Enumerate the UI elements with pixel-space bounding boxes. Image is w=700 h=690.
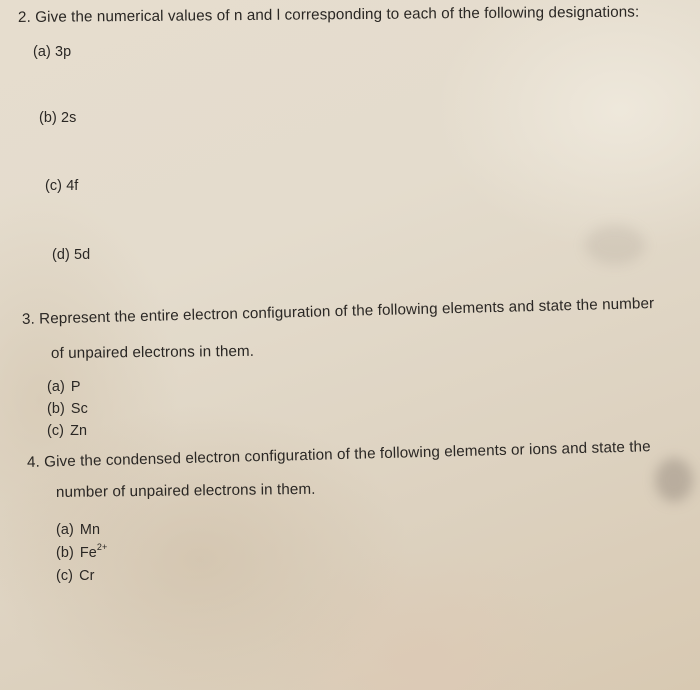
item-label: (a) — [56, 522, 74, 538]
item-value: 5d — [74, 247, 91, 263]
question-4-number: 4. — [26, 453, 41, 471]
question-2-item-a — [33, 43, 71, 61]
item-value: Mn — [79, 522, 101, 538]
question-3-number: 3. — [21, 310, 36, 328]
item-label: (a) — [33, 44, 51, 60]
question-4-text-2: number of unpaired electrons in them. — [55, 480, 316, 501]
question-4-item-b — [56, 544, 107, 562]
question-3-item-a — [47, 378, 81, 396]
question-4-item-c — [56, 567, 94, 585]
question-2-item-d — [52, 246, 90, 264]
paper-smudge — [655, 458, 693, 502]
item-value: Fe — [79, 545, 97, 561]
item-value: Cr — [79, 568, 95, 584]
paper-smudge — [585, 225, 645, 265]
question-4-stem-line-1 — [27, 438, 651, 472]
question-3-text-1: Represent the entire electron configuration of the following elements and state the number — [38, 295, 655, 328]
question-3-stem-line-1 — [22, 295, 655, 329]
question-2-number: 2. — [17, 8, 31, 26]
question-3-stem-line-2 — [51, 343, 254, 363]
item-value: Sc — [70, 401, 88, 417]
item-label: (c) — [45, 178, 63, 194]
item-label: (a) — [47, 379, 65, 395]
item-label: (b) — [56, 545, 74, 561]
item-value: 4f — [66, 178, 79, 194]
question-4-text-1: Give the condensed electron configuration of the following elements or ions and state the — [43, 438, 651, 471]
charge-superscript: 2+ — [96, 542, 108, 552]
question-2-item-b — [39, 109, 76, 127]
question-4-stem-line-2 — [56, 481, 316, 502]
question-2-text: Give the numerical values of n and l corresponding to each of the following designations: — [35, 3, 640, 26]
question-2-stem — [18, 4, 639, 27]
question-3-item-b — [47, 400, 88, 418]
question-3-text-2: of unpaired electrons in them. — [50, 342, 255, 362]
item-label: (d) — [52, 247, 70, 263]
item-value: 3p — [55, 44, 72, 60]
item-value: Zn — [70, 423, 88, 439]
item-value: 2s — [61, 110, 77, 126]
item-value: P — [70, 379, 81, 395]
item-label: (b) — [39, 110, 57, 126]
item-label: (c) — [56, 568, 74, 584]
item-label: (b) — [47, 401, 65, 417]
question-2-item-c — [45, 177, 78, 195]
item-label: (c) — [47, 423, 65, 439]
question-3-item-c — [47, 422, 87, 440]
question-4-item-a — [56, 521, 100, 539]
